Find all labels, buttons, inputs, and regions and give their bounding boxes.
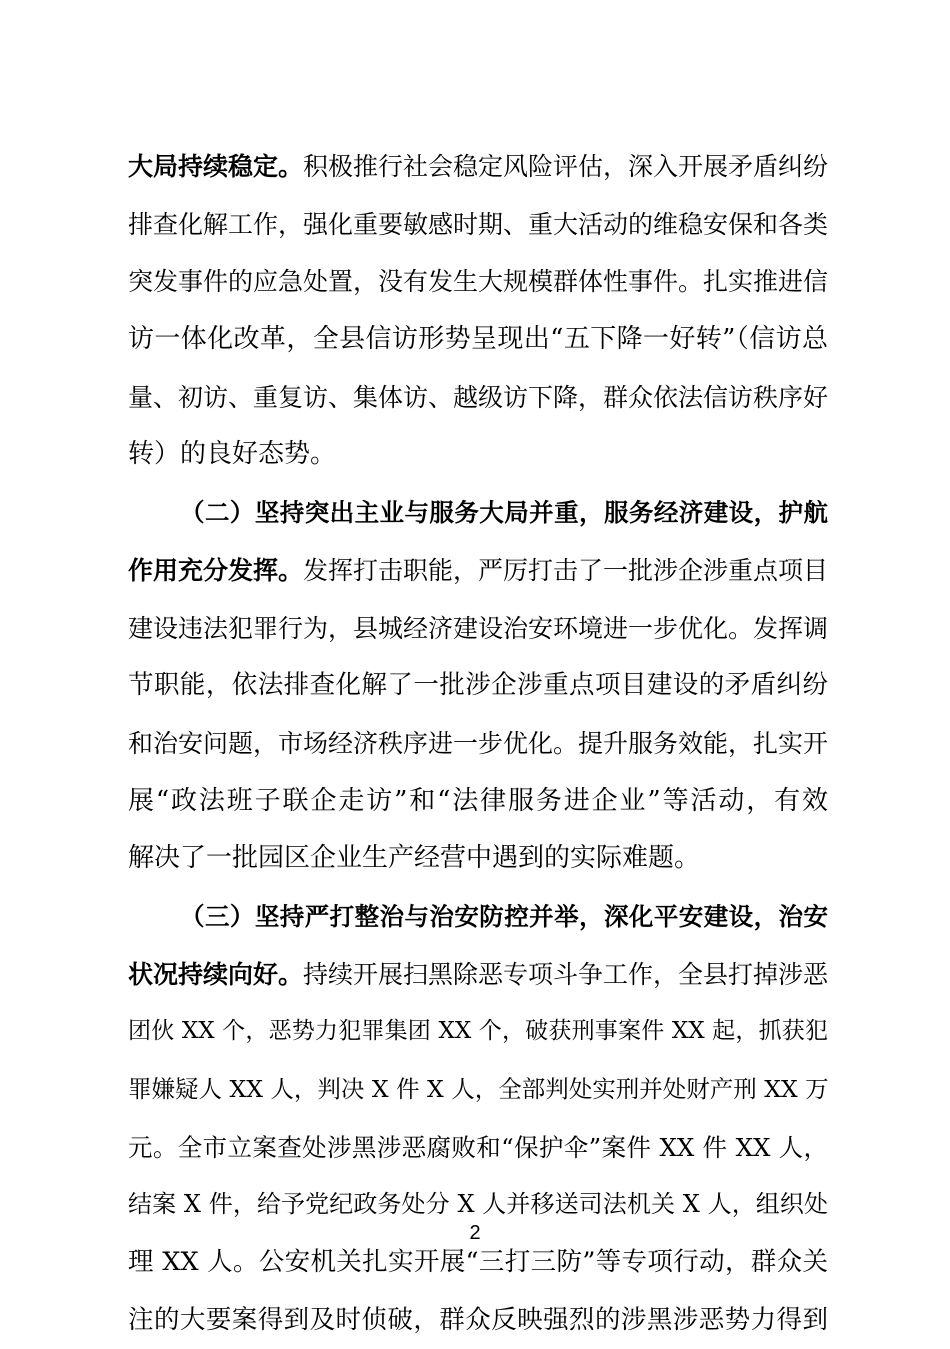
body-text: 和治安问题，市场经济秩序进一步优化。提升服务效能，扎实开 (128, 728, 829, 758)
text-line (128, 657, 828, 715)
body-text: 量、初访、重复访、集体访、越级访下降，群众依法信访秩序好 (128, 382, 829, 412)
text-line (128, 311, 828, 369)
body-text: 发挥打击职能，严厉打击了一批涉企涉重点项目 (303, 555, 829, 585)
text-line (128, 600, 828, 658)
text-line (128, 1003, 828, 1061)
document-body (128, 138, 828, 1349)
body-text: 注的大要案得到及时侦破，群众反映强烈的涉黑涉恶势力得到 (128, 1304, 828, 1335)
text-line (128, 830, 828, 888)
text-line (128, 715, 828, 773)
body-text: 理 XX 人。公安机关扎实开展“三打三防”等专项行动，群众关 (128, 1247, 828, 1278)
body-text: 团伙 XX 个，恶势力犯罪集团 XX 个，破获刑事案件 XX 起，抓获犯 (128, 1018, 828, 1045)
text-line (128, 773, 828, 831)
bold-heading-text: （二）坚持突出主业与服务大局并重，服务经济建设，护航 (180, 498, 828, 528)
text-line (128, 253, 828, 311)
text-line (128, 196, 828, 254)
text-line (128, 369, 828, 427)
body-text: 展“政法班子联企走访”和“法律服务进企业”等活动，有效 (128, 785, 828, 816)
text-line (128, 542, 828, 600)
page-number: 2 (469, 1222, 481, 1244)
body-text: 建设违法犯罪行为，县城经济建设治安环境进一步优化。发挥调 (128, 613, 829, 643)
body-text: 结案 X 件，给予党纪政务处分 X 人并移送司法机关 X 人，组织处 (128, 1190, 828, 1219)
body-text: 持续开展扫黑除恶专项斗争工作，全县打掉涉恶 (303, 959, 829, 989)
body-text: 转）的良好态势。 (128, 439, 337, 470)
body-text: 元。全市立案查处涉黑涉恶腐败和“保护伞”案件 XX 件 XX 人， (128, 1132, 828, 1162)
body-text: 解决了一批园区企业生产经营中遇到的实际难题。 (128, 843, 701, 874)
bold-heading-text: 状况持续向好。 (128, 959, 304, 989)
bold-heading-text: （三）坚持严打整治与治安防控并举，深化平安建设，治安 (180, 901, 828, 931)
text-line (128, 1292, 828, 1349)
text-line (128, 138, 828, 196)
body-text: 积极推行社会稳定风险评估，深入开展矛盾纠纷 (303, 152, 829, 181)
body-text: 访一体化改革，全县信访形势呈现出“五下降一好转”（信访总 (128, 324, 828, 355)
bold-heading-text: 大局持续稳定。 (128, 152, 304, 181)
text-line (128, 426, 828, 484)
body-text: 节职能，依法排查化解了一批涉企涉重点项目建设的矛盾纠纷 (128, 670, 828, 701)
text-line (128, 1061, 828, 1119)
text-line (128, 484, 828, 542)
body-text: 排查化解工作，强化重要敏感时期、重大活动的维稳安保和各类 (128, 209, 829, 239)
text-line (128, 1119, 828, 1177)
body-text: 罪嫌疑人 XX 人，判决 X 件 X 人，全部判处实刑并处财产刑 XX 万 (128, 1075, 829, 1103)
text-line (128, 946, 828, 1004)
body-text: 突发事件的应急处置，没有发生大规模群体性事件。扎实推进信 (128, 267, 829, 297)
bold-heading-text: 作用充分发挥。 (128, 555, 304, 585)
text-line (128, 888, 828, 946)
